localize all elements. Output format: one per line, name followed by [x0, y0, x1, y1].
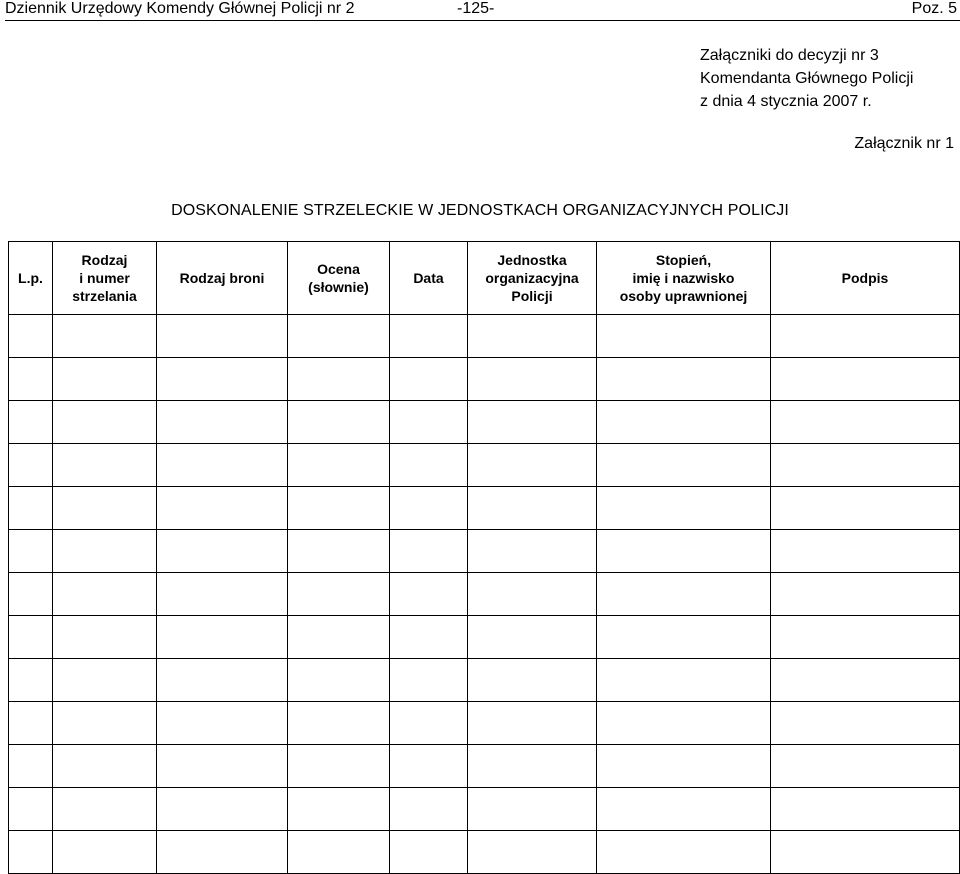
table-cell[interactable] [157, 487, 288, 530]
table-cell[interactable] [9, 444, 53, 487]
table-cell[interactable] [390, 745, 468, 788]
table-cell[interactable] [53, 573, 157, 616]
table-cell[interactable] [468, 401, 597, 444]
table-cell[interactable] [597, 659, 771, 702]
table-cell[interactable] [597, 788, 771, 831]
col-header-authorized-person: Stopień, imię i nazwisko osoby uprawnionej [597, 242, 771, 315]
table-cell[interactable] [288, 616, 390, 659]
table-cell[interactable] [157, 530, 288, 573]
table-row [9, 573, 960, 616]
table-cell[interactable] [468, 659, 597, 702]
annex-label: Załącznik nr 1 [854, 135, 954, 152]
table-row [9, 530, 960, 573]
table-cell[interactable] [597, 401, 771, 444]
page-number: -125- [457, 0, 495, 17]
table-cell[interactable] [157, 745, 288, 788]
table-row [9, 659, 960, 702]
table-cell[interactable] [157, 788, 288, 831]
document-title: DOSKONALENIE STRZELECKIE W JEDNOSTKACH ORGANIZACYJNYCH POLICJI [171, 202, 789, 219]
table-cell[interactable] [53, 659, 157, 702]
table-cell[interactable] [390, 530, 468, 573]
table-cell[interactable] [771, 788, 960, 831]
table-cell[interactable] [771, 659, 960, 702]
table-cell[interactable] [597, 315, 771, 358]
table-row [9, 831, 960, 874]
table-cell[interactable] [597, 702, 771, 745]
table-row [9, 358, 960, 401]
table-cell[interactable] [53, 788, 157, 831]
table-cell[interactable] [597, 745, 771, 788]
table-cell[interactable] [53, 616, 157, 659]
table-cell[interactable] [9, 616, 53, 659]
table-cell[interactable] [390, 358, 468, 401]
table-cell[interactable] [157, 315, 288, 358]
table-cell[interactable] [9, 702, 53, 745]
table-cell[interactable] [468, 745, 597, 788]
table-cell[interactable] [53, 745, 157, 788]
table-row [9, 401, 960, 444]
table-cell[interactable] [468, 487, 597, 530]
table-cell[interactable] [288, 659, 390, 702]
attachment-line-2: Komendanta Głównego Policji [700, 70, 914, 87]
table-cell[interactable] [9, 358, 53, 401]
journal-name: Dziennik Urzędowy Komendy Głównej Policji nr 2 [5, 0, 355, 17]
table-cell[interactable] [771, 401, 960, 444]
table-cell[interactable] [597, 616, 771, 659]
table-row [9, 444, 960, 487]
table-row [9, 702, 960, 745]
table-cell[interactable] [53, 530, 157, 573]
table-cell[interactable] [288, 401, 390, 444]
table-cell[interactable] [597, 831, 771, 874]
table-row [9, 315, 960, 358]
table-cell[interactable] [157, 573, 288, 616]
attachment-reference [700, 44, 913, 113]
table-cell[interactable] [771, 702, 960, 745]
table-cell[interactable] [157, 702, 288, 745]
table-cell[interactable] [468, 444, 597, 487]
table-cell[interactable] [771, 487, 960, 530]
table-cell[interactable] [390, 444, 468, 487]
table-cell[interactable] [288, 444, 390, 487]
table-cell[interactable] [597, 358, 771, 401]
table-cell[interactable] [771, 358, 960, 401]
table-cell[interactable] [771, 573, 960, 616]
table-cell[interactable] [288, 487, 390, 530]
table-cell[interactable] [53, 702, 157, 745]
table-cell[interactable] [390, 659, 468, 702]
table-cell[interactable] [157, 831, 288, 874]
table-cell[interactable] [390, 702, 468, 745]
table-cell[interactable] [468, 315, 597, 358]
table-cell[interactable] [288, 702, 390, 745]
table-cell[interactable] [9, 487, 53, 530]
table-cell[interactable] [9, 831, 53, 874]
position-number: Poz. 5 [911, 0, 957, 17]
table-cell[interactable] [597, 530, 771, 573]
table-cell[interactable] [390, 831, 468, 874]
table-cell[interactable] [9, 659, 53, 702]
col-header-grade: Ocena (słownie) [288, 242, 390, 315]
table-cell[interactable] [157, 616, 288, 659]
table-cell[interactable] [390, 616, 468, 659]
table-cell[interactable] [288, 573, 390, 616]
table-cell[interactable] [468, 788, 597, 831]
table-cell[interactable] [9, 315, 53, 358]
table-cell[interactable] [390, 401, 468, 444]
table-row [9, 487, 960, 530]
table-cell[interactable] [53, 831, 157, 874]
table-cell[interactable] [53, 487, 157, 530]
attachment-line-3: z dnia 4 stycznia 2007 r. [700, 93, 872, 110]
col-header-lp: L.p. [9, 242, 53, 315]
table-cell[interactable] [468, 831, 597, 874]
table-cell[interactable] [288, 358, 390, 401]
table-header-row [9, 242, 960, 315]
table-cell[interactable] [9, 573, 53, 616]
table-cell[interactable] [468, 358, 597, 401]
table-row [9, 616, 960, 659]
register-table [8, 241, 960, 874]
table-row [9, 745, 960, 788]
table-row [9, 788, 960, 831]
col-header-date: Data [390, 242, 468, 315]
col-header-weapon-type: Rodzaj broni [157, 242, 288, 315]
table-cell[interactable] [288, 315, 390, 358]
table-cell[interactable] [771, 530, 960, 573]
table-cell[interactable] [9, 530, 53, 573]
col-header-signature: Podpis [771, 242, 960, 315]
table-cell[interactable] [468, 702, 597, 745]
table-cell[interactable] [468, 530, 597, 573]
table-cell[interactable] [53, 315, 157, 358]
running-header [5, 0, 960, 21]
table-cell[interactable] [468, 573, 597, 616]
table-cell[interactable] [288, 831, 390, 874]
col-header-shooting-type: Rodzaj i numer strzelania [53, 242, 157, 315]
table-cell[interactable] [157, 659, 288, 702]
attachment-line-1: Załączniki do decyzji nr 3 [700, 47, 879, 64]
table-cell[interactable] [468, 616, 597, 659]
table-cell[interactable] [597, 444, 771, 487]
table-cell[interactable] [288, 745, 390, 788]
table-cell[interactable] [53, 401, 157, 444]
table-cell[interactable] [771, 315, 960, 358]
table-cell[interactable] [157, 444, 288, 487]
table-cell[interactable] [771, 444, 960, 487]
table-cell[interactable] [9, 401, 53, 444]
table-cell[interactable] [597, 487, 771, 530]
table-cell[interactable] [157, 401, 288, 444]
table-cell[interactable] [771, 831, 960, 874]
table-cell[interactable] [288, 788, 390, 831]
table-cell[interactable] [9, 788, 53, 831]
table-cell[interactable] [9, 745, 53, 788]
table-cell[interactable] [53, 358, 157, 401]
table-cell[interactable] [157, 358, 288, 401]
table-cell[interactable] [597, 573, 771, 616]
table-cell[interactable] [390, 487, 468, 530]
col-header-police-unit: Jednostka organizacyjna Policji [468, 242, 597, 315]
table-cell[interactable] [53, 444, 157, 487]
table-cell[interactable] [390, 788, 468, 831]
table-cell[interactable] [771, 616, 960, 659]
table-cell[interactable] [390, 573, 468, 616]
table-body [9, 315, 960, 874]
table-cell[interactable] [771, 745, 960, 788]
table-cell[interactable] [390, 315, 468, 358]
table-cell[interactable] [288, 530, 390, 573]
